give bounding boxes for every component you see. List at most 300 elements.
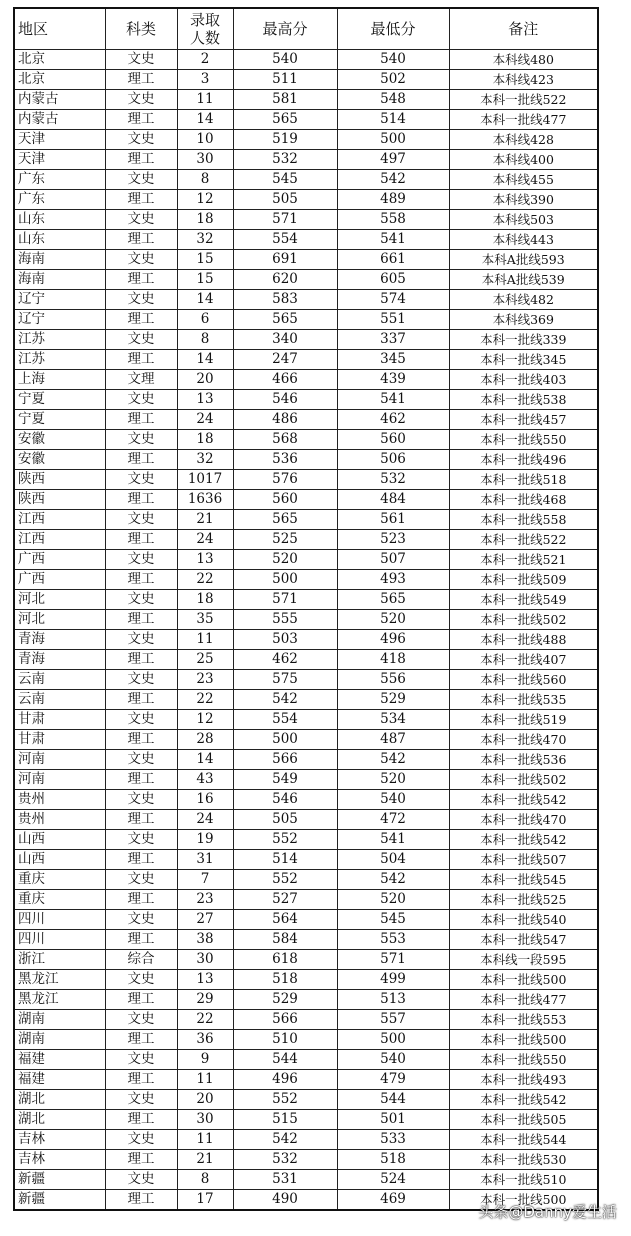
cell-admitted: 1636 <box>177 490 233 510</box>
cell-category: 理工 <box>105 730 177 750</box>
cell-region: 湖南 <box>14 1030 105 1050</box>
cell-admitted: 31 <box>177 850 233 870</box>
table-body <box>14 50 598 1211</box>
cell-category: 理工 <box>105 1070 177 1090</box>
table-row <box>14 770 598 790</box>
cell-admitted: 20 <box>177 1090 233 1110</box>
cell-region: 陕西 <box>14 490 105 510</box>
cell-admitted: 14 <box>177 110 233 130</box>
cell-note: 本科一批线558 <box>449 510 598 530</box>
cell-admitted: 43 <box>177 770 233 790</box>
cell-lowest: 500 <box>337 1030 449 1050</box>
cell-category: 文史 <box>105 1170 177 1190</box>
cell-admitted: 8 <box>177 1170 233 1190</box>
cell-lowest: 533 <box>337 1130 449 1150</box>
cell-highest: 511 <box>233 70 337 90</box>
cell-category: 理工 <box>105 690 177 710</box>
cell-highest: 527 <box>233 890 337 910</box>
cell-lowest: 345 <box>337 350 449 370</box>
table-row <box>14 1110 598 1130</box>
cell-highest: 540 <box>233 50 337 70</box>
cell-note: 本科一批线542 <box>449 790 598 810</box>
cell-region: 广西 <box>14 570 105 590</box>
cell-region: 河南 <box>14 770 105 790</box>
table-row <box>14 50 598 70</box>
table-row <box>14 230 598 250</box>
cell-note: 本科一批线550 <box>449 430 598 450</box>
cell-highest: 500 <box>233 570 337 590</box>
cell-region: 辽宁 <box>14 290 105 310</box>
cell-highest: 583 <box>233 290 337 310</box>
cell-lowest: 489 <box>337 190 449 210</box>
cell-note: 本科一批线519 <box>449 710 598 730</box>
cell-lowest: 529 <box>337 690 449 710</box>
cell-category: 文史 <box>105 750 177 770</box>
cell-highest: 544 <box>233 1050 337 1070</box>
cell-note: 本科一批线530 <box>449 1150 598 1170</box>
cell-note: 本科一批线339 <box>449 330 598 350</box>
cell-region: 海南 <box>14 250 105 270</box>
cell-highest: 546 <box>233 790 337 810</box>
cell-admitted: 12 <box>177 710 233 730</box>
cell-admitted: 30 <box>177 950 233 970</box>
cell-region: 福建 <box>14 1050 105 1070</box>
cell-admitted: 11 <box>177 1070 233 1090</box>
header-admitted-line2: 人数 <box>189 29 220 47</box>
cell-region: 云南 <box>14 690 105 710</box>
table-row <box>14 1070 598 1090</box>
cell-highest: 571 <box>233 210 337 230</box>
cell-highest: 505 <box>233 190 337 210</box>
table-row <box>14 1010 598 1030</box>
cell-admitted: 6 <box>177 310 233 330</box>
table-row <box>14 490 598 510</box>
cell-admitted: 10 <box>177 130 233 150</box>
table-row <box>14 810 598 830</box>
cell-note: 本科一批线477 <box>449 110 598 130</box>
cell-region: 天津 <box>14 150 105 170</box>
cell-lowest: 557 <box>337 1010 449 1030</box>
cell-lowest: 661 <box>337 250 449 270</box>
cell-region: 青海 <box>14 630 105 650</box>
cell-highest: 620 <box>233 270 337 290</box>
cell-admitted: 13 <box>177 970 233 990</box>
cell-note: 本科一批线488 <box>449 630 598 650</box>
cell-category: 文史 <box>105 670 177 690</box>
cell-category: 理工 <box>105 810 177 830</box>
cell-lowest: 493 <box>337 570 449 590</box>
header-lowest: 最低分 <box>337 8 449 50</box>
table-row <box>14 130 598 150</box>
cell-admitted: 13 <box>177 550 233 570</box>
cell-highest: 466 <box>233 370 337 390</box>
cell-note: 本科一批线509 <box>449 570 598 590</box>
cell-highest: 510 <box>233 1030 337 1050</box>
cell-lowest: 520 <box>337 610 449 630</box>
cell-admitted: 2 <box>177 50 233 70</box>
cell-category: 文史 <box>105 430 177 450</box>
table-row <box>14 210 598 230</box>
cell-note: 本科一批线535 <box>449 690 598 710</box>
cell-highest: 565 <box>233 510 337 530</box>
table-row <box>14 630 598 650</box>
cell-lowest: 484 <box>337 490 449 510</box>
cell-admitted: 23 <box>177 670 233 690</box>
cell-region: 吉林 <box>14 1130 105 1150</box>
table-row <box>14 290 598 310</box>
cell-note: 本科一批线403 <box>449 370 598 390</box>
cell-region: 吉林 <box>14 1150 105 1170</box>
cell-highest: 536 <box>233 450 337 470</box>
cell-highest: 560 <box>233 490 337 510</box>
table-row <box>14 650 598 670</box>
cell-lowest: 542 <box>337 750 449 770</box>
cell-note: 本科一批线542 <box>449 830 598 850</box>
cell-highest: 581 <box>233 90 337 110</box>
cell-admitted: 16 <box>177 790 233 810</box>
cell-region: 北京 <box>14 50 105 70</box>
cell-lowest: 507 <box>337 550 449 570</box>
table-row <box>14 530 598 550</box>
cell-lowest: 534 <box>337 710 449 730</box>
cell-note: 本科一批线500 <box>449 1030 598 1050</box>
cell-region: 海南 <box>14 270 105 290</box>
cell-highest: 566 <box>233 750 337 770</box>
cell-region: 内蒙古 <box>14 90 105 110</box>
table-row <box>14 90 598 110</box>
cell-highest: 546 <box>233 390 337 410</box>
cell-category: 理工 <box>105 990 177 1010</box>
cell-region: 山东 <box>14 230 105 250</box>
cell-region: 陕西 <box>14 470 105 490</box>
cell-region: 四川 <box>14 910 105 930</box>
cell-note: 本科一批线522 <box>449 90 598 110</box>
cell-highest: 496 <box>233 1070 337 1090</box>
cell-category: 文理 <box>105 370 177 390</box>
cell-lowest: 469 <box>337 1190 449 1211</box>
cell-admitted: 23 <box>177 890 233 910</box>
cell-category: 理工 <box>105 530 177 550</box>
cell-category: 理工 <box>105 230 177 250</box>
table-row <box>14 930 598 950</box>
cell-admitted: 8 <box>177 330 233 350</box>
cell-note: 本科线503 <box>449 210 598 230</box>
cell-category: 文史 <box>105 90 177 110</box>
table-row <box>14 710 598 730</box>
cell-note: 本科线428 <box>449 130 598 150</box>
cell-region: 湖北 <box>14 1090 105 1110</box>
cell-lowest: 548 <box>337 90 449 110</box>
table-row <box>14 410 598 430</box>
header-highest: 最高分 <box>233 8 337 50</box>
cell-category: 理工 <box>105 1150 177 1170</box>
table-row <box>14 750 598 770</box>
cell-highest: 542 <box>233 1130 337 1150</box>
cell-note: 本科A批线593 <box>449 250 598 270</box>
cell-admitted: 36 <box>177 1030 233 1050</box>
cell-lowest: 605 <box>337 270 449 290</box>
cell-note: 本科一批线493 <box>449 1070 598 1090</box>
cell-lowest: 556 <box>337 670 449 690</box>
cell-region: 河北 <box>14 610 105 630</box>
cell-admitted: 18 <box>177 210 233 230</box>
table-row <box>14 510 598 530</box>
table-row <box>14 110 598 130</box>
header-row <box>14 8 598 50</box>
cell-admitted: 29 <box>177 990 233 1010</box>
cell-lowest: 541 <box>337 390 449 410</box>
cell-lowest: 524 <box>337 1170 449 1190</box>
cell-lowest: 487 <box>337 730 449 750</box>
cell-category: 理工 <box>105 610 177 630</box>
cell-region: 宁夏 <box>14 410 105 430</box>
table-row <box>14 450 598 470</box>
table-row <box>14 70 598 90</box>
table-row <box>14 190 598 210</box>
cell-category: 理工 <box>105 110 177 130</box>
cell-note: 本科一批线510 <box>449 1170 598 1190</box>
header-admitted-line1: 录取 <box>189 11 220 29</box>
cell-note: 本科一批线457 <box>449 410 598 430</box>
cell-note: 本科一批线547 <box>449 930 598 950</box>
cell-admitted: 25 <box>177 650 233 670</box>
cell-category: 理工 <box>105 310 177 330</box>
cell-highest: 552 <box>233 830 337 850</box>
cell-category: 综合 <box>105 950 177 970</box>
cell-note: 本科一批线500 <box>449 1190 598 1211</box>
cell-highest: 462 <box>233 650 337 670</box>
cell-lowest: 571 <box>337 950 449 970</box>
cell-category: 理工 <box>105 1190 177 1211</box>
cell-category: 文史 <box>105 50 177 70</box>
cell-admitted: 15 <box>177 270 233 290</box>
cell-highest: 247 <box>233 350 337 370</box>
cell-note: 本科一批线505 <box>449 1110 598 1130</box>
cell-highest: 545 <box>233 170 337 190</box>
cell-note: 本科一批线345 <box>449 350 598 370</box>
cell-admitted: 13 <box>177 390 233 410</box>
cell-lowest: 462 <box>337 410 449 430</box>
cell-highest: 554 <box>233 710 337 730</box>
cell-region: 江苏 <box>14 350 105 370</box>
cell-note: 本科一批线407 <box>449 650 598 670</box>
cell-category: 文史 <box>105 170 177 190</box>
cell-lowest: 496 <box>337 630 449 650</box>
cell-highest: 518 <box>233 970 337 990</box>
cell-region: 青海 <box>14 650 105 670</box>
cell-highest: 549 <box>233 770 337 790</box>
cell-lowest: 553 <box>337 930 449 950</box>
cell-admitted: 24 <box>177 530 233 550</box>
cell-note: 本科一批线525 <box>449 890 598 910</box>
cell-highest: 565 <box>233 110 337 130</box>
cell-admitted: 19 <box>177 830 233 850</box>
cell-region: 贵州 <box>14 810 105 830</box>
cell-note: 本科一批线500 <box>449 970 598 990</box>
header-region: 地区 <box>14 8 105 50</box>
cell-category: 文史 <box>105 130 177 150</box>
cell-admitted: 22 <box>177 1010 233 1030</box>
cell-note: 本科一批线470 <box>449 810 598 830</box>
cell-admitted: 30 <box>177 1110 233 1130</box>
cell-admitted: 28 <box>177 730 233 750</box>
cell-highest: 568 <box>233 430 337 450</box>
cell-admitted: 32 <box>177 450 233 470</box>
table-row <box>14 830 598 850</box>
cell-region: 黑龙江 <box>14 990 105 1010</box>
cell-lowest: 497 <box>337 150 449 170</box>
cell-region: 湖北 <box>14 1110 105 1130</box>
table-row <box>14 1170 598 1190</box>
cell-note: 本科一批线470 <box>449 730 598 750</box>
cell-note: 本科一批线549 <box>449 590 598 610</box>
table-row <box>14 590 598 610</box>
cell-note: 本科一批线536 <box>449 750 598 770</box>
cell-highest: 505 <box>233 810 337 830</box>
cell-region: 江西 <box>14 510 105 530</box>
cell-region: 新疆 <box>14 1190 105 1211</box>
cell-admitted: 1017 <box>177 470 233 490</box>
cell-category: 理工 <box>105 490 177 510</box>
table-row <box>14 1150 598 1170</box>
cell-note: 本科线443 <box>449 230 598 250</box>
cell-lowest: 542 <box>337 170 449 190</box>
cell-category: 理工 <box>105 1110 177 1130</box>
cell-category: 文史 <box>105 870 177 890</box>
table-row <box>14 690 598 710</box>
cell-category: 文史 <box>105 790 177 810</box>
cell-highest: 555 <box>233 610 337 630</box>
cell-region: 新疆 <box>14 1170 105 1190</box>
cell-category: 理工 <box>105 70 177 90</box>
cell-note: 本科线390 <box>449 190 598 210</box>
cell-note: 本科一批线507 <box>449 850 598 870</box>
header-category: 科类 <box>105 8 177 50</box>
table-row <box>14 150 598 170</box>
cell-category: 文史 <box>105 550 177 570</box>
table-row <box>14 570 598 590</box>
cell-category: 理工 <box>105 890 177 910</box>
cell-highest: 515 <box>233 1110 337 1130</box>
cell-region: 贵州 <box>14 790 105 810</box>
cell-category: 理工 <box>105 770 177 790</box>
cell-lowest: 500 <box>337 130 449 150</box>
cell-admitted: 11 <box>177 90 233 110</box>
cell-highest: 529 <box>233 990 337 1010</box>
header-note: 备注 <box>449 8 598 50</box>
table-row <box>14 390 598 410</box>
cell-highest: 554 <box>233 230 337 250</box>
cell-admitted: 14 <box>177 750 233 770</box>
cell-category: 理工 <box>105 190 177 210</box>
cell-note: 本科一批线553 <box>449 1010 598 1030</box>
cell-category: 理工 <box>105 570 177 590</box>
table-row <box>14 910 598 930</box>
cell-region: 福建 <box>14 1070 105 1090</box>
cell-highest: 571 <box>233 590 337 610</box>
cell-region: 广东 <box>14 190 105 210</box>
cell-region: 广东 <box>14 170 105 190</box>
table-header <box>14 8 598 50</box>
cell-note: 本科一批线550 <box>449 1050 598 1070</box>
cell-note: 本科一批线477 <box>449 990 598 1010</box>
cell-category: 文史 <box>105 510 177 530</box>
cell-highest: 500 <box>233 730 337 750</box>
table-row <box>14 730 598 750</box>
cell-region: 云南 <box>14 670 105 690</box>
cell-highest: 525 <box>233 530 337 550</box>
cell-lowest: 560 <box>337 430 449 450</box>
cell-region: 辽宁 <box>14 310 105 330</box>
cell-lowest: 540 <box>337 1050 449 1070</box>
cell-note: 本科一批线540 <box>449 910 598 930</box>
cell-category: 文史 <box>105 290 177 310</box>
cell-lowest: 523 <box>337 530 449 550</box>
cell-admitted: 7 <box>177 870 233 890</box>
cell-lowest: 520 <box>337 770 449 790</box>
cell-region: 山西 <box>14 830 105 850</box>
cell-category: 文史 <box>105 630 177 650</box>
cell-lowest: 504 <box>337 850 449 870</box>
cell-category: 文史 <box>105 390 177 410</box>
cell-category: 理工 <box>105 930 177 950</box>
cell-note: 本科一批线560 <box>449 670 598 690</box>
cell-lowest: 501 <box>337 1110 449 1130</box>
cell-admitted: 11 <box>177 1130 233 1150</box>
cell-region: 安徽 <box>14 450 105 470</box>
cell-admitted: 27 <box>177 910 233 930</box>
cell-lowest: 532 <box>337 470 449 490</box>
cell-lowest: 561 <box>337 510 449 530</box>
cell-lowest: 472 <box>337 810 449 830</box>
cell-admitted: 22 <box>177 570 233 590</box>
cell-region: 天津 <box>14 130 105 150</box>
cell-admitted: 12 <box>177 190 233 210</box>
cell-admitted: 30 <box>177 150 233 170</box>
table-row <box>14 1030 598 1050</box>
cell-note: 本科一批线538 <box>449 390 598 410</box>
table-row <box>14 470 598 490</box>
table-row <box>14 430 598 450</box>
cell-highest: 532 <box>233 150 337 170</box>
cell-region: 浙江 <box>14 950 105 970</box>
cell-category: 理工 <box>105 850 177 870</box>
cell-highest: 532 <box>233 1150 337 1170</box>
cell-lowest: 541 <box>337 230 449 250</box>
cell-region: 甘肃 <box>14 710 105 730</box>
cell-note: 本科一批线502 <box>449 770 598 790</box>
table-row <box>14 670 598 690</box>
cell-category: 文史 <box>105 250 177 270</box>
cell-lowest: 545 <box>337 910 449 930</box>
table-row <box>14 890 598 910</box>
cell-lowest: 439 <box>337 370 449 390</box>
cell-note: 本科线455 <box>449 170 598 190</box>
table-row <box>14 270 598 290</box>
cell-lowest: 499 <box>337 970 449 990</box>
cell-region: 宁夏 <box>14 390 105 410</box>
cell-highest: 565 <box>233 310 337 330</box>
watermark: 头条@Danny爱生活 <box>478 1203 617 1221</box>
table-row <box>14 990 598 1010</box>
table-row <box>14 1130 598 1150</box>
table-row <box>14 170 598 190</box>
cell-highest: 490 <box>233 1190 337 1211</box>
cell-category: 理工 <box>105 270 177 290</box>
cell-lowest: 518 <box>337 1150 449 1170</box>
cell-region: 江苏 <box>14 330 105 350</box>
cell-highest: 503 <box>233 630 337 650</box>
